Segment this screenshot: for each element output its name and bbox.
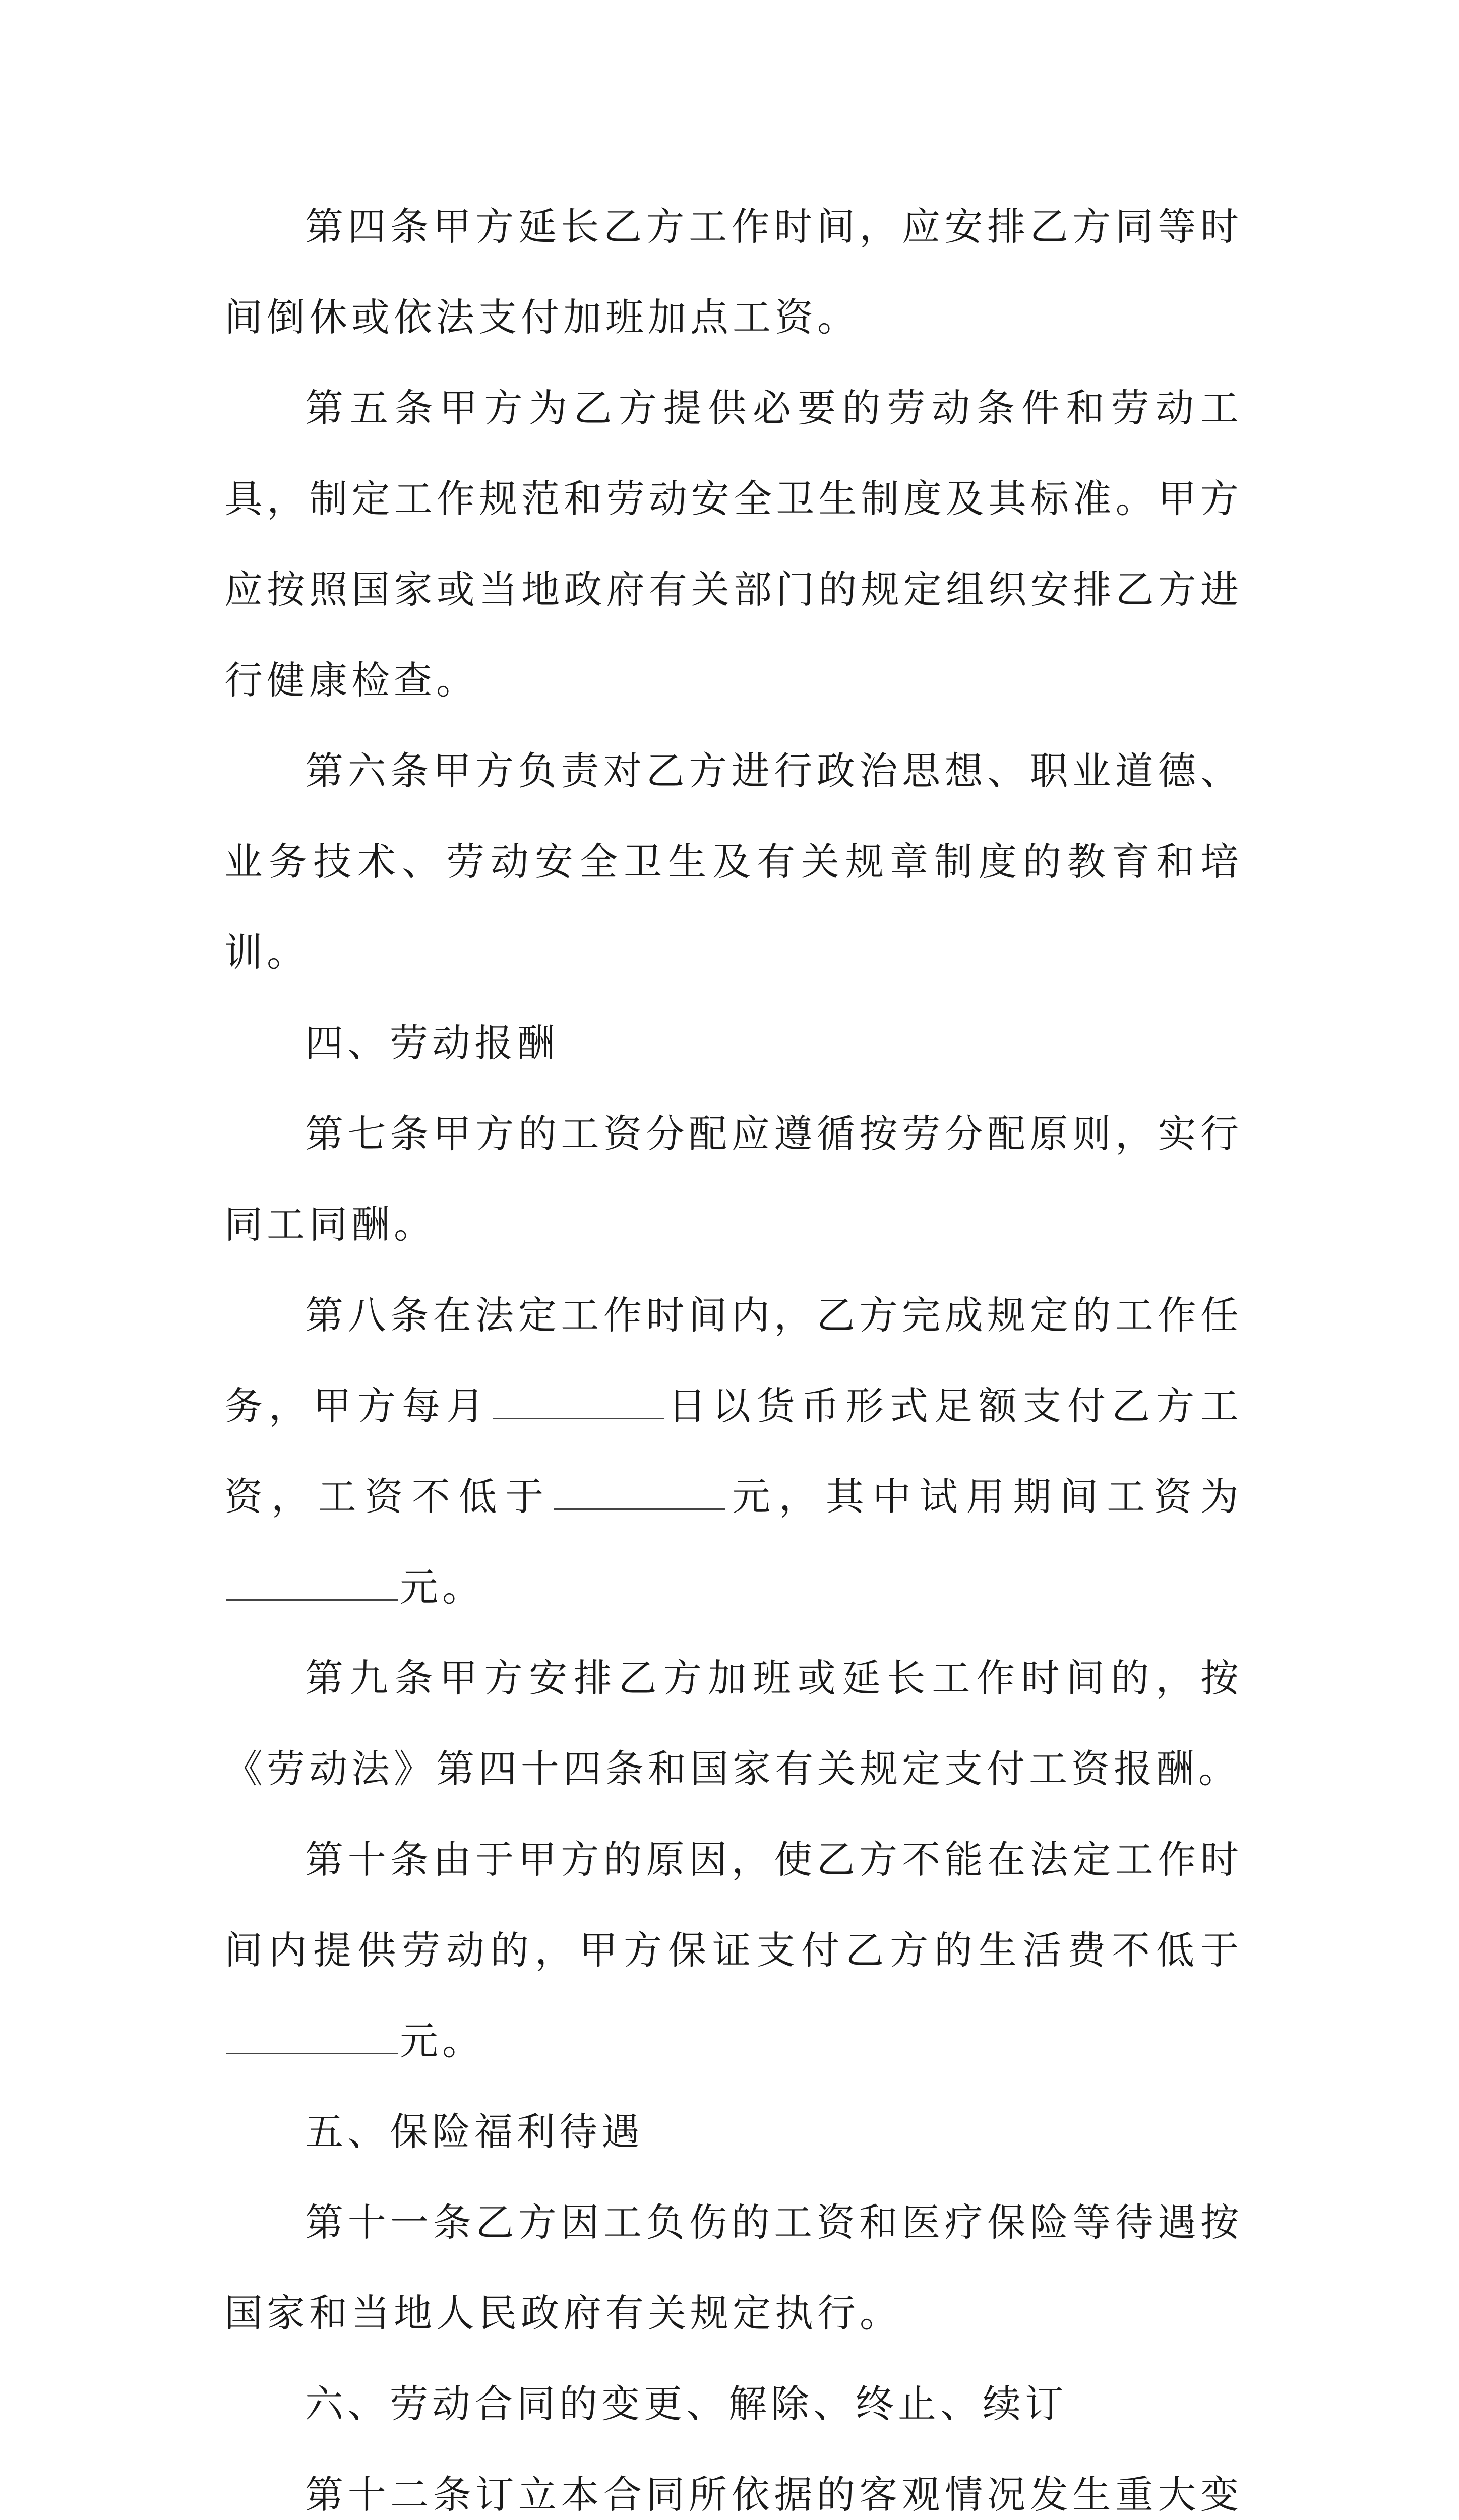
article-7: 第七条甲方的工资分配应遵循按劳分配原则，实行同工同酬。 — [224, 1111, 1243, 1247]
probation-wage-blank — [226, 1569, 398, 1601]
article-8-text-c: 元，其中试用期间工资为 — [727, 1474, 1243, 1519]
section-heading-remuneration: 四、劳动报酬 — [305, 1021, 559, 1065]
article-10-text-a: 第十条由于甲方的原因，使乙方不能在法定工作时间内提供劳动的，甲方保证支付乙方的生活费不低于 — [224, 1837, 1243, 1973]
article-12: 第十二条订立本合同所依据的客观情况发生重大变 — [305, 2472, 1243, 2517]
living-allowance-blank — [226, 2023, 398, 2054]
pay-day-blank — [493, 1388, 664, 1419]
article-6: 第六条甲方负责对乙方进行政治思想、职业道德、业务技术、劳动安全卫生及有关规章制度的教育和培训。 — [224, 748, 1243, 975]
article-8 — [224, 1270, 1243, 1633]
section-heading-insurance: 五、保险福利待遇 — [305, 2109, 644, 2154]
article-8-text-d: 元。 — [400, 1565, 484, 1610]
section-heading-contract-changes: 六、劳动合同的变更、解除、终止、续订 — [305, 2381, 1067, 2426]
article-5: 第五条甲方为乙方提供必要的劳动条件和劳动工具，制定工作规范和劳动安全卫生制度及其标准。甲方应按照国家或当地政府有关部门的规定组织安排乙方进行健康检查。 — [224, 386, 1243, 703]
article-10-text-b: 元。 — [400, 2019, 484, 2063]
article-10 — [224, 1814, 1243, 2087]
article-4: 第四条甲方延长乙方工作时间，应安排乙方同等时间倒休或依法支付加班加点工资。 — [224, 204, 1243, 340]
article-8-text-b: 日以货币形式足额支付乙方工资，工资不低于 — [224, 1383, 1243, 1519]
document-body — [224, 181, 1243, 2520]
article-8-text-a: 第八条在法定工作时间内，乙方完成规定的工作任务，甲方每月 — [224, 1293, 1243, 1428]
minimum-wage-blank — [554, 1478, 725, 1510]
article-11: 第十一条乙方因工负伤的工资和医疗保险等待遇按国家和当地人民政府有关规定执行。 — [224, 2200, 1243, 2336]
article-9: 第九条甲方安排乙方加班或延长工作时间的，按《劳动法》第四十四条和国家有关规定支付工资报酬。 — [224, 1656, 1243, 1791]
